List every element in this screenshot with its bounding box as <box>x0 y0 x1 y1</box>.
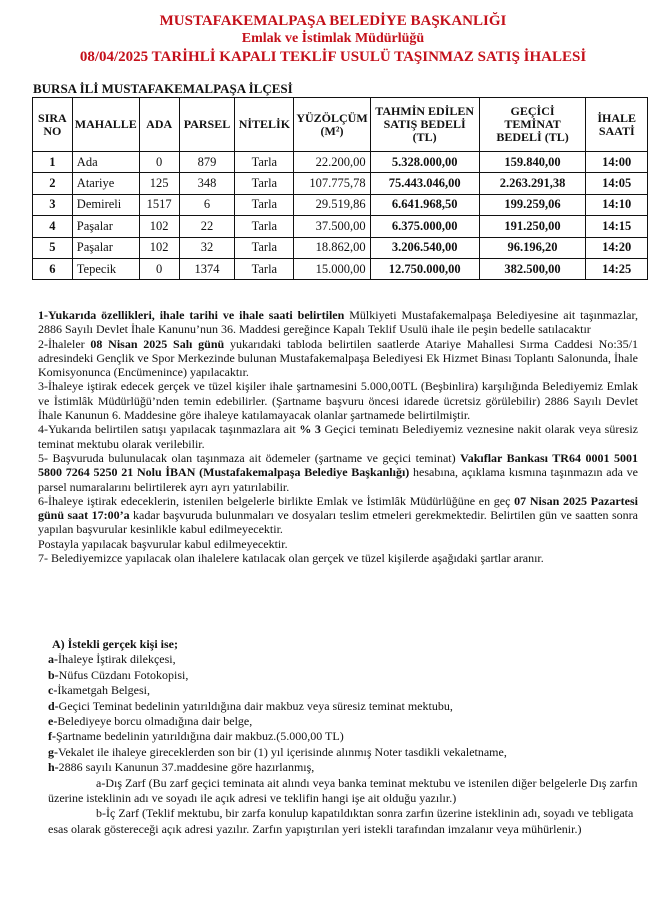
cell-yuzolcum: 22.200,00 <box>294 152 370 173</box>
table-row <box>33 173 648 194</box>
list-item: c-İkametgah Belgesi, <box>48 683 150 698</box>
list-item: d-Geçici Teminat bedelinin yatırıldığına dair makbuz veya süresiz teminat mektubu, <box>48 698 453 713</box>
term-4: 4-Yukarıda belirtilen satışı yapılacak taşınmazlara ait % 3 Geçici teminatı Belediyemiz veznesine nakit olarak veya süresiz teminat mektubu olarak verilebilir. <box>38 422 639 451</box>
cell-saat: 14:20 <box>586 237 648 258</box>
cell-saat: 14:15 <box>586 216 648 237</box>
cell-parsel: 6 <box>179 194 235 215</box>
cell-saat: 14:10 <box>586 194 648 215</box>
cell-teminat: 191.250,00 <box>479 216 586 237</box>
term-6-postal: Postayla yapılacak başvurular kabul edilmeyecektir. <box>38 536 288 551</box>
table-row <box>33 216 648 237</box>
term-1: 1-Yukarıda özellikleri, ihale tarihi ve ihale saati belirtilen Mülkiyeti Mustafakemalpaşa Belediyesine ait taşınmazlar, 2886 Sayılı Devlet İhale Kanunu’nun 36. Maddesi gereğince Kapalı Teklif Usulü ihale ile peşin bedelle satılacaktır <box>38 308 638 337</box>
cell-nitelik: Tarla <box>235 216 294 237</box>
cell-parsel: 32 <box>179 237 235 258</box>
cell-ada: 1517 <box>139 194 179 215</box>
header-municipality: MUSTAFAKEMALPAŞA BELEDİYE BAŞKANLIĞI <box>159 13 507 29</box>
table-row <box>33 194 648 215</box>
col-yuzolcum: YÜZÖLÇÜM (M²) <box>294 98 370 152</box>
cell-teminat: 2.263.291,38 <box>479 173 586 194</box>
cell-tahmin: 3.206.540,00 <box>370 237 479 258</box>
list-item: h-2886 sayılı Kanunun 37.maddesine göre hazırlanmış, <box>48 760 315 775</box>
header-tender-title: 08/04/2025 TARİHLİ KAPALI TEKLİF USULÜ TAŞINMAZ SATIŞ İHALESİ <box>79 49 587 65</box>
cell-yuzolcum: 15.000,00 <box>294 258 370 279</box>
cell-no: 3 <box>33 194 73 215</box>
list-item: f-Şartname bedelinin yatırıldığına dair makbuz.(5.000,00 TL) <box>48 729 344 744</box>
cell-tahmin: 6.375.000,00 <box>370 216 479 237</box>
col-mahalle: MAHALLE <box>72 98 139 152</box>
cell-ada: 102 <box>139 237 179 258</box>
district-heading: BURSA İLİ MUSTAFAKEMALPAŞA İLÇESİ <box>33 81 293 96</box>
term-2: 2-İhaleler 08 Nisan 2025 Salı günü yukarıdaki tabloda belirtilen saatlerde Atariye Mahallesi Sırma Caddesi No:35/1 adresindeki Gençlik ve Spor Merkezinde bulunan Mustafakemalpaşa Belediyesi Ek Hizmet Binası Toplantı Salonunda, İhale Komisyonunca (Encümenince) yapılacaktır. <box>38 336 638 380</box>
cell-ada: 0 <box>139 152 179 173</box>
outer-envelope-note: a-Dış Zarf (Bu zarf geçici teminata ait alındı veya banka teminat mektubu ve istenilen diğer belgelerle Dış zarfın üzerine isteklinin adı ve soyadı ile açık adresi ve teklifin hangi işe ait olduğu yazılır.) <box>48 775 638 806</box>
cell-mahalle: Paşalar <box>72 216 139 237</box>
cell-teminat: 96.196,20 <box>479 237 586 258</box>
cell-no: 6 <box>33 258 73 279</box>
term-3: 3-İhaleye iştirak edecek gerçek ve tüzel kişiler ihale şartnamesini 5.000,00TL (Beşbinlira) karşılığında Belediyemiz Emlak ve İstimlâk Müdürlüğü’nden temin edebilirler. (Şartname başvuru öncesi idarede ücretsiz görülebilir) 2886 Sayılı Devlet İhale Kanunun 6. Maddesine göre ihaleye katılamayacak olanlar şartnamede belirtilmiştir. <box>38 379 638 423</box>
cell-no: 2 <box>33 173 73 194</box>
col-saat: İHALE SAATİ <box>586 98 648 152</box>
cell-saat: 14:00 <box>586 152 648 173</box>
cell-teminat: 159.840,00 <box>479 152 586 173</box>
list-item: g-Vekalet ile ihaleye gireceklerden son bir (1) yıl içerisinde alınmış Noter tasdikli vekaletname, <box>48 744 507 759</box>
cell-nitelik: Tarla <box>235 173 294 194</box>
cell-teminat: 382.500,00 <box>479 258 586 279</box>
cell-ada: 0 <box>139 258 179 279</box>
cell-no: 5 <box>33 237 73 258</box>
cell-nitelik: Tarla <box>235 237 294 258</box>
term-6: 6-İhaleye iştirak edeceklerin, istenilen belgelerle birlikte Emlak ve İstimlâk Müdürlüğüne en geç 07 Nisan 2025 Pazartesi günü saat 17:00’a kadar başvuruda bulunmaları ve dosyaları teslim etmeleri gerekmektedir. Belirtilen gün ve saatten sonra yapılan başvurular kesinlikle kabul edilmeyecektir. <box>38 493 638 537</box>
cell-no: 1 <box>33 152 73 173</box>
cell-ada: 102 <box>139 216 179 237</box>
col-nitelik: NİTELİK <box>235 98 294 152</box>
list-item: e-Belediyeye borcu olmadığına dair belge, <box>48 714 253 729</box>
cell-teminat: 199.259,06 <box>479 194 586 215</box>
table-row <box>33 152 648 173</box>
cell-nitelik: Tarla <box>235 258 294 279</box>
col-sira-no: SIRA NO <box>33 98 73 152</box>
cell-mahalle: Ada <box>72 152 139 173</box>
inner-envelope-note: b-İç Zarf (Teklif mektubu, bir zarfa konulup kapatıldıktan sonra zarfın üzerine isteklinin adı, soyadı ve tebligata esas olarak göstereceği açık adresi yazılır. Zarfın yapıştırılan yeri istekli tarafından imzalanır veya mühürlenir.) <box>48 806 634 836</box>
cell-tahmin: 5.328.000,00 <box>370 152 479 173</box>
cell-yuzolcum: 107.775,78 <box>294 173 370 194</box>
cell-saat: 14:25 <box>586 258 648 279</box>
cell-yuzolcum: 18.862,00 <box>294 237 370 258</box>
cell-mahalle: Atariye <box>72 173 139 194</box>
col-ada: ADA <box>139 98 179 152</box>
cell-tahmin: 12.750.000,00 <box>370 258 479 279</box>
col-tahmin: TAHMİN EDİLEN SATIŞ BEDELİ (TL) <box>370 98 479 152</box>
table-row <box>33 237 648 258</box>
property-table <box>32 97 648 280</box>
cell-yuzolcum: 37.500,00 <box>294 216 370 237</box>
cell-tahmin: 75.443.046,00 <box>370 173 479 194</box>
cell-ada: 125 <box>139 173 179 194</box>
list-item: a-İhaleye İştirak dilekçesi, <box>48 652 176 667</box>
table-header-row <box>33 98 648 152</box>
term-7: 7- Belediyemizce yapılacak olan ihalelere katılacak olan gerçek ve tüzel kişilerde aşağıdaki şartlar aranır. <box>38 551 544 566</box>
cell-tahmin: 6.641.968,50 <box>370 194 479 215</box>
cell-yuzolcum: 29.519,86 <box>294 194 370 215</box>
cell-parsel: 1374 <box>179 258 235 279</box>
cell-no: 4 <box>33 216 73 237</box>
cell-mahalle: Paşalar <box>72 237 139 258</box>
cell-nitelik: Tarla <box>235 152 294 173</box>
requirements-section <box>48 637 638 837</box>
requirements-title: A) İstekli gerçek kişi ise; <box>52 637 178 651</box>
cell-mahalle: Demireli <box>72 194 139 215</box>
table-row <box>33 258 648 279</box>
col-teminat: GEÇİCİ TEMİNAT BEDELİ (TL) <box>479 98 586 152</box>
cell-saat: 14:05 <box>586 173 648 194</box>
cell-parsel: 22 <box>179 216 235 237</box>
col-parsel: PARSEL <box>179 98 235 152</box>
header-directorate: Emlak ve İstimlak Müdürlüğü <box>241 31 425 46</box>
cell-nitelik: Tarla <box>235 194 294 215</box>
cell-mahalle: Tepecik <box>72 258 139 279</box>
cell-parsel: 879 <box>179 152 235 173</box>
list-item: b-Nüfus Cüzdanı Fotokopisi, <box>48 667 189 682</box>
term-5: 5- Başvuruda bulunulacak olan taşınmaza ait ödemeler (şartname ve geçici teminat) Vakıflar Bankası TR64 0001 5001 5800 7264 5250 21 Nolu İBAN (Mustafakemalpaşa Belediye Başkanlığı) hesabına, açıklama kısmına taşınmazın ada ve parsel numaralarını belirtilerek ayrı ayrı yatırılabilir. <box>38 450 638 494</box>
cell-parsel: 348 <box>179 173 235 194</box>
tender-terms <box>38 308 638 565</box>
